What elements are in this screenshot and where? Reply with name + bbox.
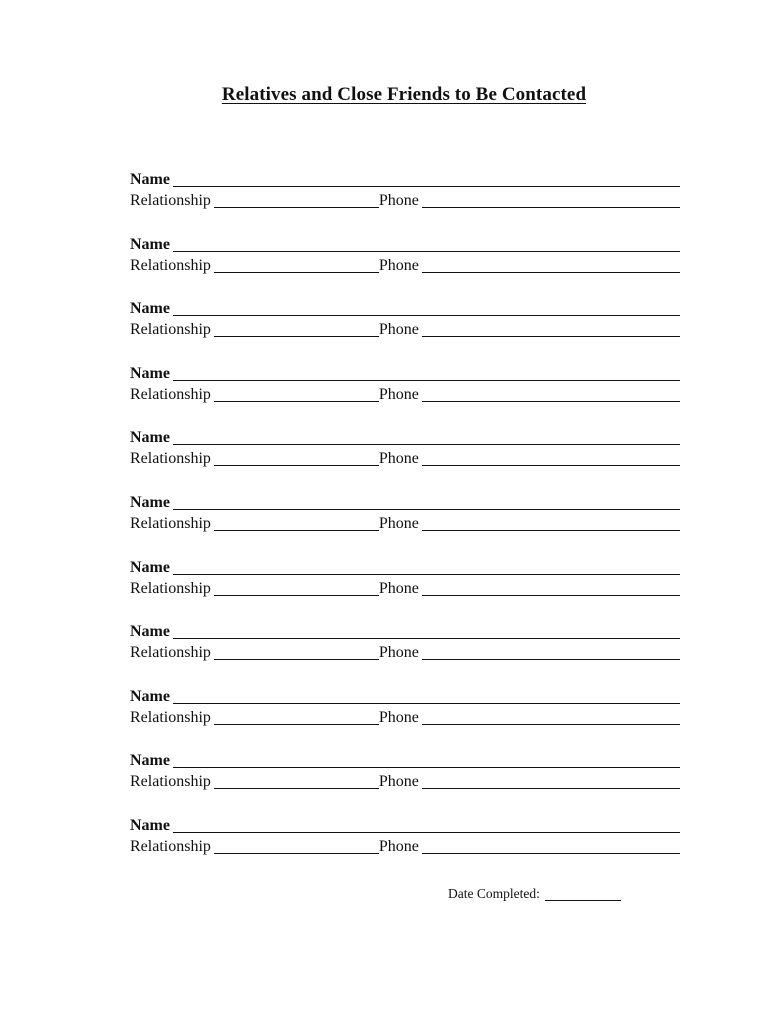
relationship-phone-row [130,708,680,728]
date-completed-label: Date Completed: [448,886,540,901]
name-line[interactable] [173,444,680,445]
name-label: Name [130,816,170,834]
relationship-label: Relationship [130,579,211,597]
contact-entry [130,299,680,364]
name-label: Name [130,558,170,576]
date-completed [448,885,621,903]
name-row [130,428,680,448]
name-label: Name [130,300,170,318]
relationship-label: Relationship [130,256,211,274]
name-line[interactable] [173,315,680,316]
name-row [130,364,680,384]
phone-line[interactable] [422,336,680,337]
relationship-label: Relationship [130,773,211,791]
name-row [130,493,680,513]
name-label: Name [130,623,170,641]
contact-entry [130,558,680,623]
phone-label: Phone [378,708,419,726]
name-row [130,687,680,707]
phone-line[interactable] [422,788,680,789]
name-line[interactable] [173,767,680,768]
relationship-label: Relationship [130,192,211,209]
name-label: Name [130,493,170,511]
relationship-line[interactable] [214,724,379,725]
name-line[interactable] [173,186,680,187]
name-line[interactable] [173,703,680,704]
contact-entry [130,493,680,558]
contact-entry [130,235,680,300]
relationship-line[interactable] [214,272,379,273]
contact-entries [130,170,680,881]
phone-label: Phone [378,321,419,339]
relationship-phone-row [130,837,680,857]
phone-line[interactable] [422,530,680,531]
relationship-line[interactable] [214,336,379,337]
contact-entry [130,687,680,752]
contact-entry [130,364,680,429]
relationship-line[interactable] [214,465,379,466]
relationship-phone-row [130,256,680,276]
name-label: Name [130,171,170,188]
name-line[interactable] [173,380,680,381]
relationship-line[interactable] [214,207,379,208]
relationship-label: Relationship [130,385,211,403]
phone-label: Phone [378,644,419,662]
name-row [130,299,680,319]
relationship-phone-row [130,643,680,663]
relationship-phone-row [130,449,680,469]
phone-line[interactable] [422,465,680,466]
phone-line[interactable] [422,595,680,596]
phone-label: Phone [378,450,419,468]
relationship-label: Relationship [130,708,211,726]
relationship-label: Relationship [130,514,211,532]
name-line[interactable] [173,509,680,510]
relationship-line[interactable] [214,530,379,531]
phone-label: Phone [378,837,419,855]
name-row [130,235,680,255]
phone-label: Phone [378,192,419,209]
phone-label: Phone [378,514,419,532]
name-label: Name [130,687,170,705]
phone-label: Phone [378,256,419,274]
contact-entry [130,170,680,235]
relationship-label: Relationship [130,837,211,855]
date-completed-line[interactable] [545,900,621,901]
name-row [130,751,680,771]
name-label: Name [130,429,170,447]
relationship-label: Relationship [130,321,211,339]
phone-line[interactable] [422,724,680,725]
phone-line[interactable] [422,659,680,660]
relationship-line[interactable] [214,853,379,854]
form-title: Relatives and Close Friends to Be Contacted [221,84,587,105]
name-line[interactable] [173,638,680,639]
contact-entry [130,428,680,493]
relationship-line[interactable] [214,401,379,402]
name-line[interactable] [173,574,680,575]
name-row [130,816,680,836]
contact-entry [130,751,680,816]
relationship-phone-row [130,191,680,211]
relationship-line[interactable] [214,595,379,596]
name-line[interactable] [173,832,680,833]
phone-line[interactable] [422,272,680,273]
phone-line[interactable] [422,853,680,854]
name-row [130,558,680,578]
name-line[interactable] [173,251,680,252]
name-label: Name [130,235,170,253]
relationship-line[interactable] [214,788,379,789]
relationship-phone-row [130,514,680,534]
relationship-line[interactable] [214,659,379,660]
relationship-phone-row [130,385,680,405]
name-label: Name [130,364,170,382]
phone-label: Phone [378,773,419,791]
phone-line[interactable] [422,207,680,208]
relationship-phone-row [130,772,680,792]
contact-entry [130,816,680,881]
phone-label: Phone [378,579,419,597]
contact-entry [130,622,680,687]
phone-label: Phone [378,385,419,403]
relationship-label: Relationship [130,450,211,468]
name-label: Name [130,752,170,770]
relationship-phone-row [130,579,680,599]
phone-line[interactable] [422,401,680,402]
relationship-label: Relationship [130,644,211,662]
name-row [130,170,680,190]
name-row [130,622,680,642]
relationship-phone-row [130,320,680,340]
